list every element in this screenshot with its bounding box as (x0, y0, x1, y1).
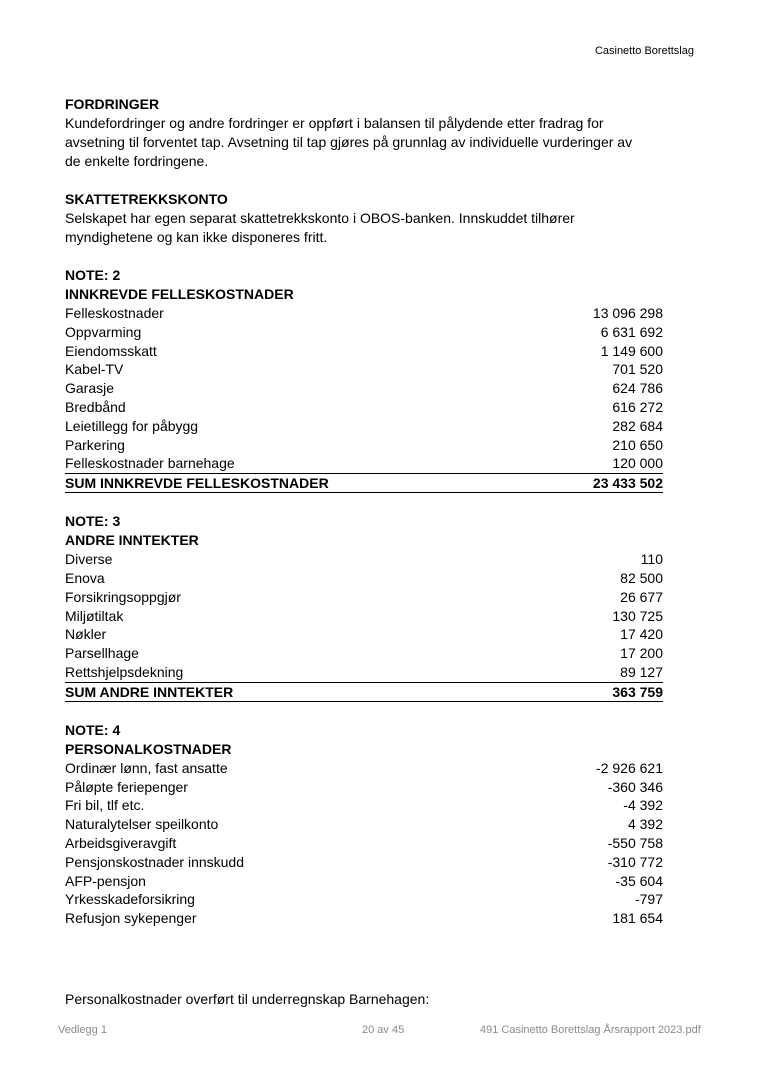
row-value: 13 096 298 (592, 305, 663, 321)
table-row (65, 379, 663, 398)
row-value: -360 346 (607, 778, 663, 795)
sum-label: SUM INNKREVDE FELLESKOSTNADER (65, 475, 329, 492)
row-value: 624 786 (612, 380, 663, 397)
row-label: Miljøtiltak (65, 607, 124, 624)
row-label: Nøkler (65, 626, 107, 643)
table-row (65, 872, 663, 891)
row-label: Felleskostnader barnehage (65, 455, 235, 472)
table-row (65, 323, 663, 342)
row-value: 616 272 (612, 398, 663, 415)
document-body (65, 95, 663, 928)
row-value: -35 604 (615, 872, 663, 889)
row-value: 26 677 (620, 588, 663, 605)
row-label: Bredbånd (65, 398, 126, 415)
row-value: 6 631 692 (600, 323, 663, 340)
sum-row (65, 473, 663, 493)
note4-table (65, 759, 663, 928)
skatt-text: Selskapet har egen separat skattetrekkskonto i OBOS-banken. Innskuddet tilhører myndighetene og kan ikke disponeres fritt. (65, 210, 575, 245)
row-label: Forsikringsoppgjør (65, 588, 181, 605)
row-label: Oppvarming (65, 323, 142, 340)
header-org-name: Casinetto Borettslag (594, 45, 694, 57)
note2-title: INNKREVDE FELLESKOSTNADER (65, 286, 294, 302)
note4-title: PERSONALKOSTNADER (65, 740, 232, 757)
row-value: 1 149 600 (600, 342, 663, 359)
table-row (65, 890, 663, 909)
row-label: Garasje (65, 380, 115, 397)
row-value: 17 200 (620, 645, 663, 662)
row-value: 181 654 (612, 910, 663, 927)
row-value: 82 500 (620, 569, 663, 586)
note3-title: ANDRE INNTEKTER (65, 532, 199, 549)
row-label: Yrkesskadeforsikring (65, 891, 195, 908)
table-row (65, 454, 663, 473)
row-label: Arbeidsgiveravgift (65, 834, 177, 851)
table-row (65, 607, 663, 626)
row-value: 120 000 (612, 455, 663, 472)
row-label: Naturalytelser speilkonto (65, 816, 219, 833)
row-value: -2 926 621 (596, 759, 663, 776)
table-row (65, 759, 663, 778)
row-label: Felleskostnader (65, 305, 164, 321)
note3-table (65, 550, 663, 702)
row-label: Eiendomsskatt (65, 342, 157, 359)
row-label: Ordinær lønn, fast ansatte (65, 759, 228, 776)
note2-table (65, 304, 663, 493)
section-title-fordringer: FORDRINGER (65, 96, 160, 112)
row-label: Fri bil, tlf etc. (65, 797, 145, 814)
row-label: Enova (65, 569, 105, 586)
fordringer-text: Kundefordringer og andre fordringer er oppført i balansen til pålydende etter fradrag for avsetning til forventet tap. Avsetning til tap gjøres på grunnlag av individuelle vurderinger av de enkelte fordringene. (65, 115, 633, 169)
row-label: Rettshjelpsdekning (65, 663, 184, 680)
row-label: Kabel-TV (65, 361, 124, 378)
note2-label: NOTE: 2 (65, 267, 121, 283)
section-title-skatt: SKATTETREKKSKONTO (65, 191, 228, 207)
table-row (65, 778, 663, 797)
row-value: 4 392 (627, 816, 663, 833)
table-row (65, 398, 663, 417)
footer-attachment: Vedlegg 1 (58, 1024, 107, 1036)
row-label: Parkering (65, 436, 125, 453)
sum-value: 363 759 (612, 683, 663, 700)
table-row (65, 569, 663, 588)
table-row (65, 853, 663, 872)
sum-value: 23 433 502 (592, 475, 663, 492)
footer-filename: 491 Casinetto Borettslag Årsrapport 2023.pdf (480, 1024, 701, 1036)
table-row (65, 360, 663, 379)
row-value: -4 392 (623, 797, 663, 814)
row-value: 110 (640, 551, 663, 568)
table-row (65, 909, 663, 928)
row-value: 130 725 (612, 607, 663, 624)
row-label: AFP-pensjon (65, 872, 146, 889)
note3-label: NOTE: 3 (65, 513, 121, 530)
table-row (65, 644, 663, 663)
row-value: -797 (634, 891, 663, 908)
row-label: Pensjonskostnader innskudd (65, 853, 245, 870)
row-value: -310 772 (607, 853, 663, 870)
note4-label: NOTE: 4 (65, 721, 121, 738)
row-label: Refusjon sykepenger (65, 910, 197, 927)
table-row (65, 834, 663, 853)
row-label: Diverse (65, 551, 113, 568)
row-label: Påløpte feriepenger (65, 778, 188, 795)
footer-page-number: 20 av 45 (362, 1024, 405, 1036)
row-value: 210 650 (612, 436, 663, 453)
table-row (65, 625, 663, 644)
row-value: 282 684 (612, 417, 663, 434)
personal-transfer-text: Personalkostnader overført til underregnskap Barnehagen: (65, 991, 430, 1007)
row-value: -550 758 (607, 834, 663, 851)
table-row (65, 342, 663, 361)
table-row (65, 304, 663, 323)
table-row (65, 417, 663, 436)
sum-label: SUM ANDRE INNTEKTER (65, 683, 234, 700)
table-row (65, 796, 663, 815)
row-label: Parsellhage (65, 645, 139, 662)
row-label: Leietillegg for påbygg (65, 417, 199, 434)
row-value: 89 127 (620, 663, 663, 680)
table-row (65, 588, 663, 607)
table-row (65, 436, 663, 455)
table-row (65, 663, 663, 682)
sum-row (65, 682, 663, 702)
table-row (65, 550, 663, 569)
row-value: 17 420 (620, 626, 663, 643)
table-row (65, 815, 663, 834)
row-value: 701 520 (612, 361, 663, 378)
